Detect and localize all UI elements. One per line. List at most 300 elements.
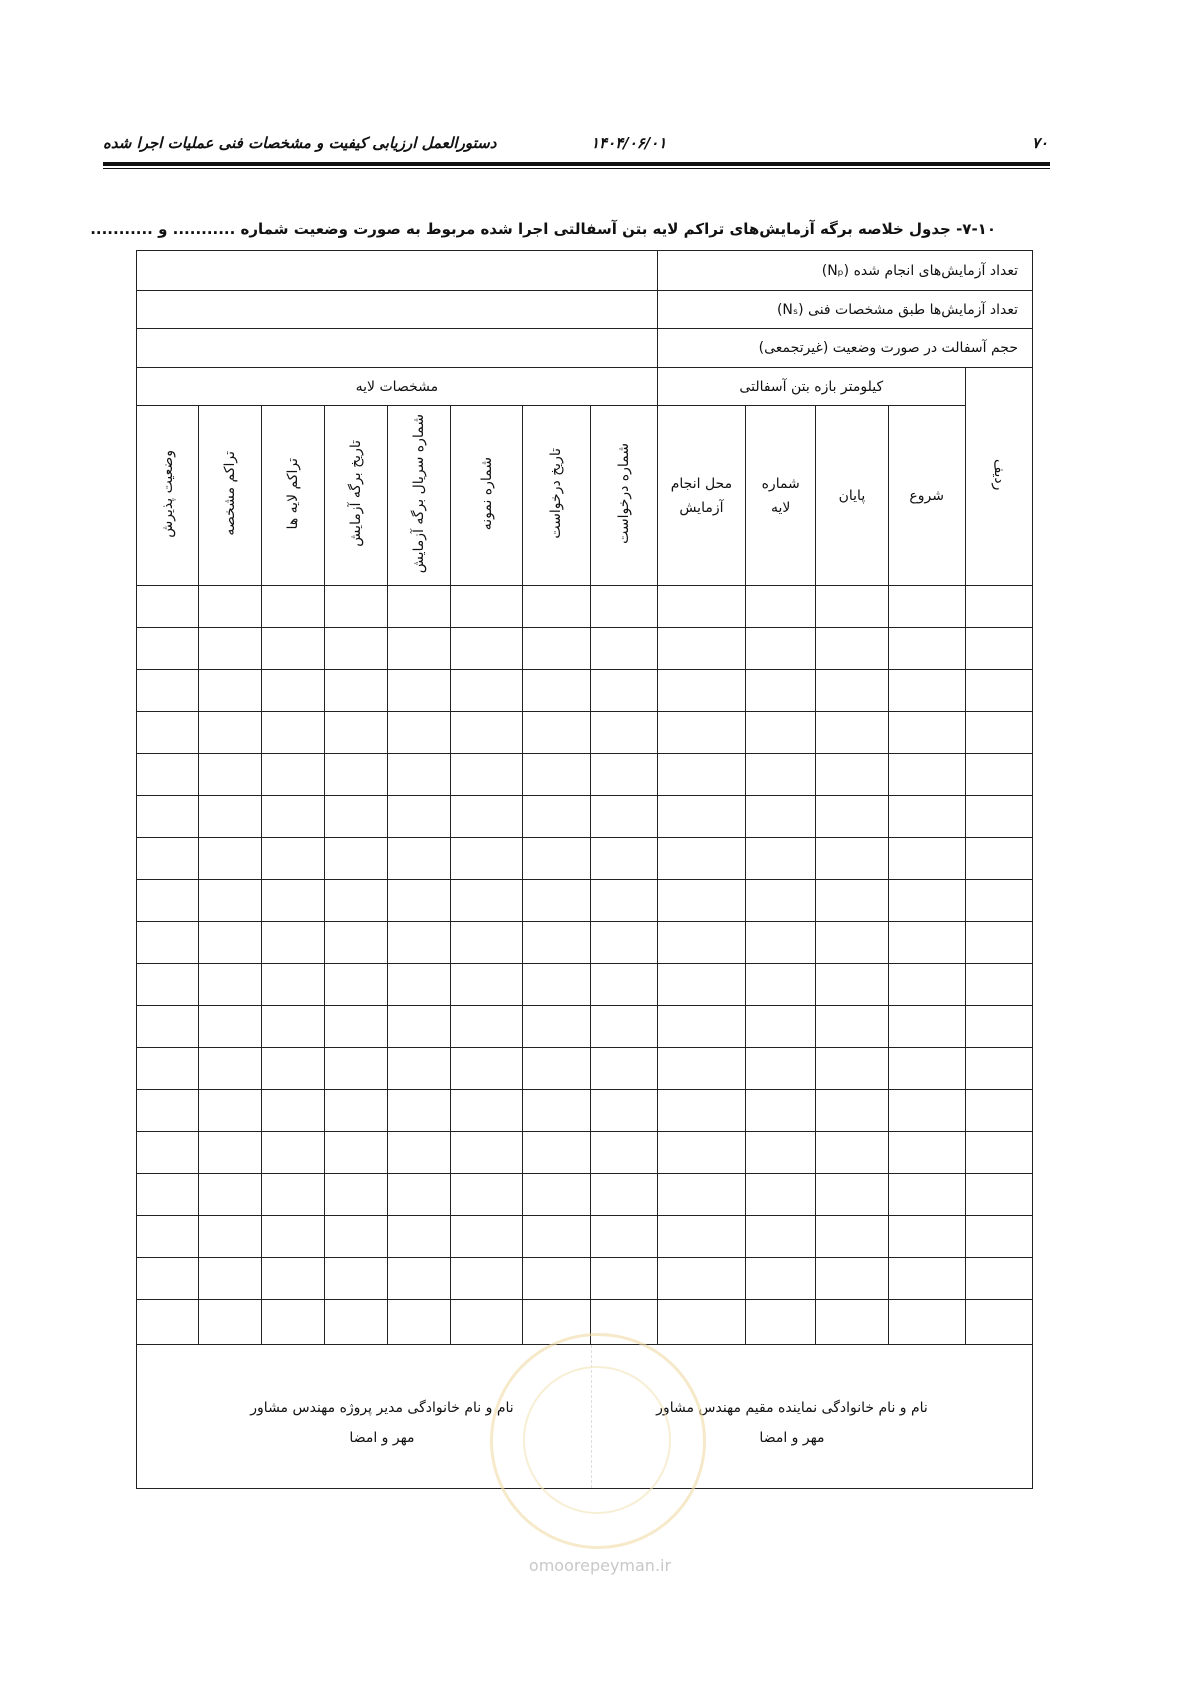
table-cell[interactable]	[816, 586, 888, 628]
table-cell[interactable]	[387, 1174, 450, 1216]
table-cell[interactable]	[657, 1090, 745, 1132]
density-summary-table	[136, 250, 1033, 1489]
table-cell[interactable]	[746, 1048, 816, 1090]
table-cell[interactable]	[324, 1174, 387, 1216]
table-cell[interactable]	[888, 1006, 965, 1048]
table-cell[interactable]	[657, 964, 745, 1006]
table-cell[interactable]	[965, 670, 1032, 712]
table-cell[interactable]	[199, 628, 261, 670]
table-cell[interactable]	[965, 1300, 1032, 1345]
table-cell[interactable]	[523, 880, 590, 922]
table-cell[interactable]	[523, 586, 590, 628]
watermark-seal	[490, 1333, 706, 1549]
table-cell[interactable]	[816, 1006, 888, 1048]
table-cell[interactable]	[888, 796, 965, 838]
col-request-date	[523, 406, 590, 586]
table-cell[interactable]	[199, 964, 261, 1006]
table-cell[interactable]	[199, 712, 261, 754]
page-number: ۷۰	[1031, 134, 1048, 152]
table-cell[interactable]	[199, 1216, 261, 1258]
table-cell[interactable]	[387, 712, 450, 754]
table-cell[interactable]	[746, 670, 816, 712]
table-cell[interactable]	[965, 586, 1032, 628]
table-cell[interactable]	[451, 670, 523, 712]
table-cell[interactable]	[261, 712, 324, 754]
table-cell[interactable]	[523, 1090, 590, 1132]
col-specified-density	[199, 406, 261, 586]
table-cell[interactable]	[324, 922, 387, 964]
table-cell[interactable]	[746, 796, 816, 838]
table-cell[interactable]	[523, 922, 590, 964]
col-layer-number-label: شماره لایه	[761, 475, 800, 516]
table-cell[interactable]	[199, 838, 261, 880]
table-cell[interactable]	[590, 922, 657, 964]
col-test-sheet-serial-label: شماره سریال برگه آزمایش	[411, 413, 427, 574]
table-cell[interactable]	[590, 712, 657, 754]
table-cell[interactable]	[324, 1258, 387, 1300]
table-cell[interactable]	[137, 838, 199, 880]
info-label: حجم آسفالت در صورت وضعیت (غیرتجمعی)	[657, 329, 1032, 368]
table-cell[interactable]	[451, 964, 523, 1006]
table-cell[interactable]	[657, 586, 745, 628]
table-cell[interactable]	[746, 1258, 816, 1300]
resident-rep-seal: مهر و امضا	[759, 1430, 825, 1446]
header-rule-thin	[103, 168, 1050, 169]
table-cell[interactable]	[261, 754, 324, 796]
table-cell[interactable]	[137, 1090, 199, 1132]
table-cell[interactable]	[324, 964, 387, 1006]
table-cell[interactable]	[965, 1258, 1032, 1300]
table-cell[interactable]	[324, 586, 387, 628]
project-manager-name: نام و نام خانوادگی مدیر پروژه مهندس مشاور	[250, 1400, 514, 1416]
table-cell[interactable]	[590, 1048, 657, 1090]
table-cell[interactable]	[387, 586, 450, 628]
table-cell[interactable]	[261, 796, 324, 838]
table-cell[interactable]	[657, 1258, 745, 1300]
table-cell[interactable]	[261, 838, 324, 880]
table-cell[interactable]	[746, 1216, 816, 1258]
table-cell[interactable]	[451, 1132, 523, 1174]
table-cell[interactable]	[199, 880, 261, 922]
table-cell[interactable]	[199, 922, 261, 964]
table-cell[interactable]	[746, 838, 816, 880]
data-rows	[137, 586, 1033, 1345]
table-cell[interactable]	[451, 1174, 523, 1216]
table-cell[interactable]	[199, 1132, 261, 1174]
table-cell[interactable]	[387, 1006, 450, 1048]
table-cell[interactable]	[523, 838, 590, 880]
table-cell[interactable]	[523, 964, 590, 1006]
table-cell[interactable]	[324, 1090, 387, 1132]
table-cell[interactable]	[657, 880, 745, 922]
table-cell[interactable]	[965, 838, 1032, 880]
table-cell[interactable]	[324, 1006, 387, 1048]
header-date: ۱۴۰۴/۰۶/۰۱	[591, 134, 667, 152]
table-cell[interactable]	[451, 1300, 523, 1345]
table-cell[interactable]	[657, 1216, 745, 1258]
table-cell[interactable]	[261, 1300, 324, 1345]
table-cell[interactable]	[199, 670, 261, 712]
table-cell[interactable]	[261, 1006, 324, 1048]
table-cell[interactable]	[965, 628, 1032, 670]
col-sample-number-label: شماره نمونه	[478, 456, 495, 531]
col-acceptance-status-label: وضعیت پذیرش	[159, 449, 176, 538]
table-cell[interactable]	[590, 796, 657, 838]
watermark-url: omoorepeyman.ir	[528, 1556, 672, 1575]
table-row	[137, 1216, 1033, 1258]
table-cell[interactable]	[746, 880, 816, 922]
info-label: تعداد آزمایش‌های انجام شده (Nₚ)	[657, 251, 1032, 291]
table-cell[interactable]	[888, 1132, 965, 1174]
table-cell[interactable]	[387, 796, 450, 838]
table-cell[interactable]	[888, 754, 965, 796]
table-cell[interactable]	[816, 1048, 888, 1090]
table-cell[interactable]	[965, 1216, 1032, 1258]
table-cell[interactable]	[523, 1174, 590, 1216]
table-cell[interactable]	[261, 628, 324, 670]
table-row	[137, 838, 1033, 880]
row-number-label: ردیف	[990, 458, 1007, 491]
table-cell[interactable]	[451, 586, 523, 628]
table-cell[interactable]	[324, 628, 387, 670]
table-cell[interactable]	[657, 754, 745, 796]
table-row	[137, 1090, 1033, 1132]
table-cell[interactable]	[387, 922, 450, 964]
table-cell[interactable]	[965, 964, 1032, 1006]
table-cell[interactable]	[451, 712, 523, 754]
table-cell[interactable]	[523, 1048, 590, 1090]
table-cell[interactable]	[657, 1174, 745, 1216]
table-cell[interactable]	[523, 712, 590, 754]
table-cell[interactable]	[451, 628, 523, 670]
table-cell[interactable]	[888, 922, 965, 964]
table-cell[interactable]	[888, 880, 965, 922]
table-cell[interactable]	[523, 1132, 590, 1174]
table-cell[interactable]	[816, 1258, 888, 1300]
table-cell[interactable]	[451, 838, 523, 880]
table-cell[interactable]	[816, 880, 888, 922]
col-test-sheet-date	[324, 406, 387, 586]
table-cell[interactable]	[746, 1300, 816, 1345]
header-title: دستورالعمل ارزیابی کیفیت و مشخصات فنی عملیات اجرا شده	[103, 134, 497, 152]
table-cell[interactable]	[965, 1174, 1032, 1216]
table-cell[interactable]	[199, 754, 261, 796]
table-cell[interactable]	[137, 922, 199, 964]
table-cell[interactable]	[137, 1132, 199, 1174]
table-cell[interactable]	[137, 712, 199, 754]
resident-rep-name: نام و نام خانوادگی نماینده مقیم مهندس مشاور	[656, 1400, 928, 1416]
table-cell[interactable]	[324, 796, 387, 838]
table-cell[interactable]	[590, 838, 657, 880]
info-row	[137, 291, 1033, 329]
info-value-cell[interactable]	[137, 329, 658, 368]
table-cell[interactable]	[657, 838, 745, 880]
table-cell[interactable]	[451, 1090, 523, 1132]
table-cell[interactable]	[324, 670, 387, 712]
table-cell[interactable]	[965, 922, 1032, 964]
table-cell[interactable]	[590, 754, 657, 796]
table-row	[137, 1174, 1033, 1216]
project-manager-seal: مهر و امضا	[349, 1430, 415, 1446]
table-cell[interactable]	[888, 1300, 965, 1345]
table-cell[interactable]	[199, 796, 261, 838]
table-cell[interactable]	[324, 1300, 387, 1345]
column-header-row	[137, 406, 1033, 586]
table-cell[interactable]	[199, 1174, 261, 1216]
table-cell[interactable]	[261, 964, 324, 1006]
table-cell[interactable]	[590, 628, 657, 670]
table-cell[interactable]	[387, 1048, 450, 1090]
table-cell[interactable]	[261, 1090, 324, 1132]
col-layer-density-label: تراکم لایه ها	[284, 457, 301, 530]
table-cell[interactable]	[888, 838, 965, 880]
table-cell[interactable]	[590, 670, 657, 712]
table-cell[interactable]	[816, 1174, 888, 1216]
table-cell[interactable]	[387, 1090, 450, 1132]
table-cell[interactable]	[965, 1132, 1032, 1174]
table-cell[interactable]	[590, 1090, 657, 1132]
table-cell[interactable]	[324, 1048, 387, 1090]
table-cell[interactable]	[590, 1174, 657, 1216]
table-cell[interactable]	[816, 796, 888, 838]
col-request-number	[590, 406, 657, 586]
table-cell[interactable]	[199, 1258, 261, 1300]
row-number-header	[965, 368, 1032, 586]
table-cell[interactable]	[451, 1258, 523, 1300]
table-cell[interactable]	[137, 1216, 199, 1258]
table-cell[interactable]	[888, 1090, 965, 1132]
info-value-cell[interactable]	[137, 291, 658, 329]
table-cell[interactable]	[451, 796, 523, 838]
table-cell[interactable]	[657, 712, 745, 754]
table-cell[interactable]	[137, 586, 199, 628]
table-row	[137, 712, 1033, 754]
table-cell[interactable]	[137, 628, 199, 670]
table-row	[137, 1258, 1033, 1300]
info-row	[137, 251, 1033, 291]
table-cell[interactable]	[387, 1300, 450, 1345]
col-start: شروع	[888, 406, 965, 586]
table-cell[interactable]	[523, 754, 590, 796]
table-row	[137, 628, 1033, 670]
table-cell[interactable]	[965, 712, 1032, 754]
table-cell[interactable]	[657, 1048, 745, 1090]
table-cell[interactable]	[261, 1258, 324, 1300]
table-cell[interactable]	[746, 754, 816, 796]
table-cell[interactable]	[816, 628, 888, 670]
table-row	[137, 796, 1033, 838]
table-cell[interactable]	[523, 796, 590, 838]
table-cell[interactable]	[324, 880, 387, 922]
table-cell[interactable]	[387, 754, 450, 796]
col-request-date-label: تاریخ درخواست	[548, 448, 565, 539]
table-cell[interactable]	[523, 1258, 590, 1300]
table-cell[interactable]	[137, 1258, 199, 1300]
table-cell[interactable]	[324, 838, 387, 880]
table-row	[137, 1048, 1033, 1090]
table-cell[interactable]	[261, 1174, 324, 1216]
header-rule-thick	[103, 162, 1050, 166]
table-cell[interactable]	[965, 1048, 1032, 1090]
table-cell[interactable]	[888, 1048, 965, 1090]
table-cell[interactable]	[816, 922, 888, 964]
table-row	[137, 586, 1033, 628]
table-cell[interactable]	[888, 628, 965, 670]
table-cell[interactable]	[965, 1090, 1032, 1132]
table-cell[interactable]	[523, 670, 590, 712]
table-cell[interactable]	[137, 754, 199, 796]
table-cell[interactable]	[816, 712, 888, 754]
table-cell[interactable]	[324, 712, 387, 754]
table-cell[interactable]	[590, 1258, 657, 1300]
table-row	[137, 1132, 1033, 1174]
table-cell[interactable]	[324, 1216, 387, 1258]
table-cell[interactable]	[387, 1216, 450, 1258]
table-cell[interactable]	[965, 754, 1032, 796]
col-end: پایان	[816, 406, 888, 586]
table-cell[interactable]	[523, 1006, 590, 1048]
table-row	[137, 964, 1033, 1006]
table-cell[interactable]	[137, 1006, 199, 1048]
info-value-cell[interactable]	[137, 251, 658, 291]
table-cell[interactable]	[199, 1300, 261, 1345]
table-cell[interactable]	[137, 1048, 199, 1090]
table-cell[interactable]	[657, 796, 745, 838]
table-cell[interactable]	[137, 1174, 199, 1216]
page-header	[103, 128, 1050, 164]
table-cell[interactable]	[657, 922, 745, 964]
table-cell[interactable]	[451, 754, 523, 796]
table-cell[interactable]	[387, 628, 450, 670]
table-cell[interactable]	[387, 838, 450, 880]
table-cell[interactable]	[746, 964, 816, 1006]
table-cell[interactable]	[888, 586, 965, 628]
table-cell[interactable]	[816, 1300, 888, 1345]
table-cell[interactable]	[590, 586, 657, 628]
table-cell[interactable]	[816, 1216, 888, 1258]
table-cell[interactable]	[199, 1006, 261, 1048]
table-cell[interactable]	[199, 1090, 261, 1132]
table-cell[interactable]	[137, 796, 199, 838]
table-cell[interactable]	[451, 1006, 523, 1048]
table-cell[interactable]	[965, 1006, 1032, 1048]
table-cell[interactable]	[590, 1216, 657, 1258]
table-cell[interactable]	[746, 1006, 816, 1048]
info-label: تعداد آزمایش‌ها طبق مشخصات فنی (Nₛ)	[657, 291, 1032, 329]
table-cell[interactable]	[746, 1090, 816, 1132]
table-cell[interactable]	[746, 1174, 816, 1216]
table-cell[interactable]	[324, 1132, 387, 1174]
col-test-location	[657, 406, 745, 586]
table-row	[137, 670, 1033, 712]
table-cell[interactable]	[888, 964, 965, 1006]
table-cell[interactable]	[590, 964, 657, 1006]
table-cell[interactable]	[261, 586, 324, 628]
table-cell[interactable]	[523, 1216, 590, 1258]
table-cell[interactable]	[888, 1258, 965, 1300]
table-cell[interactable]	[261, 670, 324, 712]
table-cell[interactable]	[137, 1300, 199, 1345]
table-cell[interactable]	[965, 880, 1032, 922]
table-row	[137, 922, 1033, 964]
km-range-header: کیلومتر بازه بتن آسفالتی	[657, 368, 965, 406]
table-cell[interactable]	[657, 1006, 745, 1048]
table-cell[interactable]	[199, 1048, 261, 1090]
col-acceptance-status	[137, 406, 199, 586]
col-test-sheet-serial	[387, 406, 450, 586]
col-test-sheet-date-label: تاریخ برگه آزمایش	[347, 440, 364, 547]
table-cell[interactable]	[451, 1048, 523, 1090]
table-cell[interactable]	[816, 1090, 888, 1132]
table-cell[interactable]	[816, 838, 888, 880]
table-row	[137, 880, 1033, 922]
table-cell[interactable]	[261, 1048, 324, 1090]
table-cell[interactable]	[387, 670, 450, 712]
table-cell[interactable]	[965, 796, 1032, 838]
table-cell[interactable]	[816, 1132, 888, 1174]
table-cell[interactable]	[816, 754, 888, 796]
table-cell[interactable]	[816, 670, 888, 712]
col-layer-density	[261, 406, 324, 586]
table-cell[interactable]	[324, 754, 387, 796]
table-cell[interactable]	[746, 628, 816, 670]
table-cell[interactable]	[261, 922, 324, 964]
table-cell[interactable]	[451, 1216, 523, 1258]
table-cell[interactable]	[387, 964, 450, 1006]
col-test-location-label: محل انجام آزمایش	[670, 475, 733, 516]
table-cell[interactable]	[261, 1216, 324, 1258]
table-cell[interactable]	[523, 628, 590, 670]
table-cell[interactable]	[137, 670, 199, 712]
layer-specs-header: مشخصات لایه	[137, 368, 658, 406]
col-sample-number	[451, 406, 523, 586]
table-row	[137, 754, 1033, 796]
table-cell[interactable]	[746, 712, 816, 754]
table-cell[interactable]	[590, 1132, 657, 1174]
table-cell[interactable]	[387, 1258, 450, 1300]
table-cell[interactable]	[451, 922, 523, 964]
table-cell[interactable]	[387, 1132, 450, 1174]
table-cell[interactable]	[746, 922, 816, 964]
table-cell[interactable]	[816, 964, 888, 1006]
table-cell[interactable]	[888, 1216, 965, 1258]
table-cell[interactable]	[261, 880, 324, 922]
col-layer-number	[746, 406, 816, 586]
info-row	[137, 329, 1033, 368]
table-cell[interactable]	[387, 880, 450, 922]
table-cell[interactable]	[451, 880, 523, 922]
table-row	[137, 1006, 1033, 1048]
table-cell[interactable]	[888, 1174, 965, 1216]
table-cell[interactable]	[657, 670, 745, 712]
table-cell[interactable]	[888, 670, 965, 712]
table-cell[interactable]	[590, 1006, 657, 1048]
table-cell[interactable]	[888, 712, 965, 754]
table-cell[interactable]	[590, 880, 657, 922]
watermark-seal-inner	[523, 1366, 671, 1514]
group-header-row	[137, 368, 1033, 406]
table-cell[interactable]	[657, 628, 745, 670]
table-cell[interactable]	[746, 586, 816, 628]
table-cell[interactable]	[657, 1132, 745, 1174]
table-cell[interactable]	[199, 586, 261, 628]
table-cell[interactable]	[746, 1132, 816, 1174]
table-cell[interactable]	[137, 880, 199, 922]
table-cell[interactable]	[261, 1132, 324, 1174]
table-cell[interactable]	[137, 964, 199, 1006]
col-specified-density-label: تراکم مشخصه	[221, 451, 238, 536]
table-cell[interactable]	[657, 1300, 745, 1345]
